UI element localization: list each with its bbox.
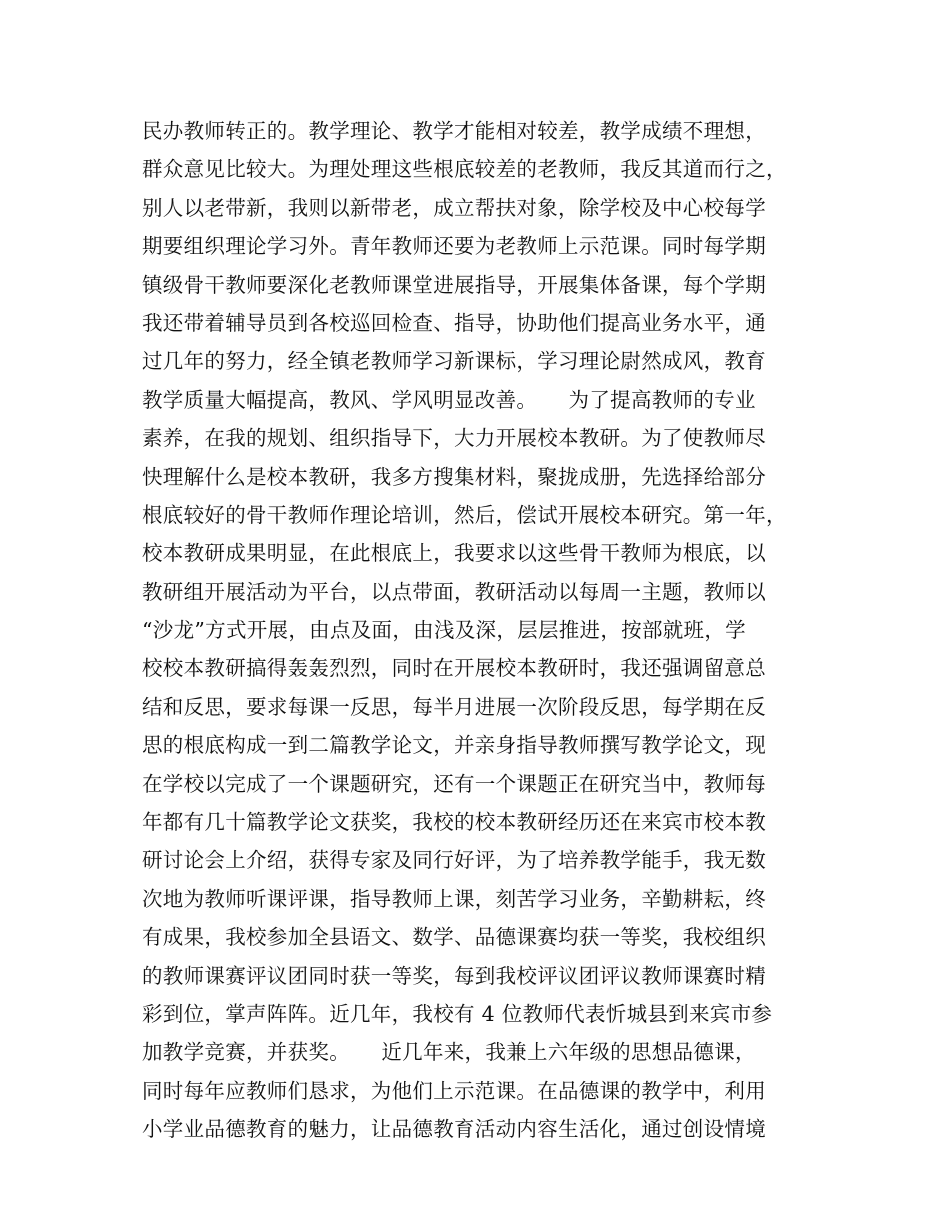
text-line: 校校本教研搞得轰轰烈烈，同时在开展校本教研时，我还强调留意总 (142, 656, 766, 681)
text-line: 小学业品德教育的魅力，让品德教育活动内容生活化，通过创设情境 (142, 1117, 766, 1142)
text-line: 别人以老带新，我则以新带老，成立帮扶对象，除学校及中心校每学 (142, 195, 766, 220)
text-line: 教学质量大幅提高，教风、学风明显改善。 为了提高教师的专业 (142, 387, 756, 412)
text-line: 在学校以完成了一个课题研究，还有一个课题正在研究当中，教师每 (142, 771, 766, 796)
text-line: 民办教师转正的。教学理论、教学才能相对较差，教学成绩不理想， (142, 119, 766, 143)
text-line: 彩到位，掌声阵阵。近几年，我校有 4 位教师代表忻城县到来宾市参 (142, 1001, 773, 1026)
text-line: 群众意见比较大。为理处理这些根底较差的老教师，我反其道而行之， (142, 157, 787, 182)
text-line: 快理解什么是校本教研，我多方搜集材料，聚拢成册，先选择给部分 (142, 464, 766, 489)
text-line: 过几年的努力，经全镇老教师学习新课标，学习理论尉然成风，教育 (142, 349, 766, 374)
text-line: 结和反思，要求每课一反思，每半月进展一次阶段反思，每学期在反 (142, 694, 766, 719)
text-line: “沙龙”方式开展，由点及面，由浅及深，层层推进，按部就班，学 (142, 618, 746, 643)
text-line: 研讨论会上介绍，获得专家及同行好评，为了培养教学能手，我无数 (142, 848, 766, 873)
text-line: 根底较好的骨干教师作理论培训，然后，偿试开展校本研究。第一年， (142, 502, 787, 527)
text-line: 校本教研成果明显，在此根底上，我要求以这些骨干教师为根底，以 (142, 541, 766, 566)
text-line: 加教学竞赛，并获奖。 近几年来，我兼上六年级的思想品德课， (142, 1040, 756, 1065)
text-line: 我还带着辅导员到各校巡回检查、指导，协助他们提高业务水平，通 (142, 310, 766, 335)
text-line: 素养，在我的规划、组织指导下，大力开展校本教研。为了使教师尽 (142, 426, 766, 451)
text-line: 同时每年应教师们恳求，为他们上示范课。在品德课的教学中，利用 (142, 1078, 766, 1103)
text-line: 有成果，我校参加全县语文、数学、品德课赛均获一等奖，我校组织 (142, 925, 766, 950)
text-line: 的教师课赛评议团同时获一等奖，每到我校评议团评议教师课赛时精 (142, 963, 766, 988)
text-line: 思的根底构成一到二篇教学论文，并亲身指导教师撰写教学论文，现 (142, 733, 766, 758)
text-line: 年都有几十篇教学论文获奖，我校的校本教研经历还在来宾市校本教 (142, 810, 766, 835)
text-line: 教研组开展活动为平台，以点带面，教研活动以每周一主题，教师以 (142, 579, 766, 604)
text-line: 镇级骨干教师要深化老教师课堂进展指导，开展集体备课，每个学期 (142, 272, 766, 297)
text-line: 期要组织理论学习外。青年教师还要为老教师上示范课。同时每学期 (142, 234, 766, 259)
body-text (142, 112, 842, 1149)
text-line: 次地为教师听课评课，指导教师上课，刻苦学习业务，辛勤耕耘，终 (142, 886, 766, 911)
